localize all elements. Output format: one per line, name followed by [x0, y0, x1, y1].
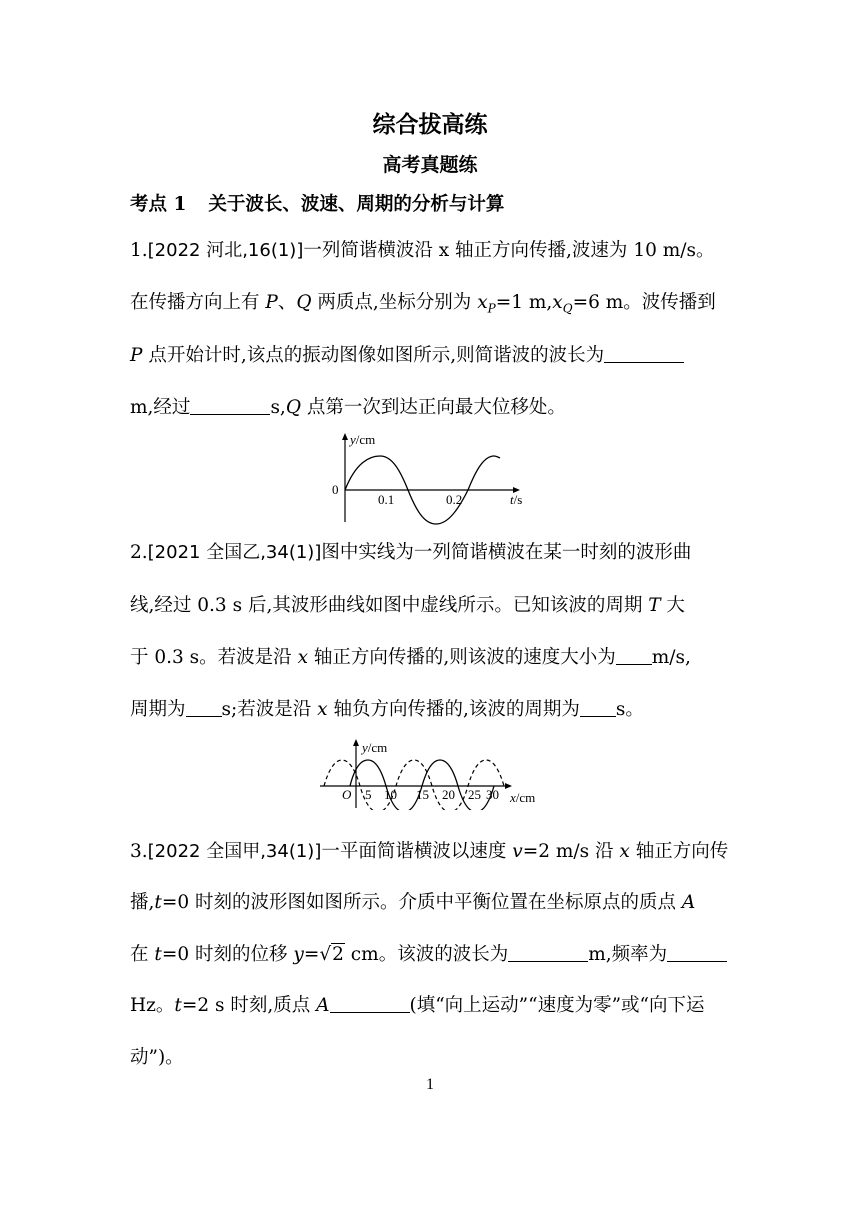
solid-wave — [350, 760, 494, 810]
q3-text: =2 m/s 沿 — [522, 841, 620, 862]
q3-text: =0 时刻的波形图如图所示。介质中平衡位置在坐标原点的质点 — [161, 892, 682, 913]
q1-text: 在传播方向上有 — [130, 292, 266, 313]
q2-line-4 — [130, 695, 644, 721]
q1-text: s, — [270, 397, 286, 418]
answer-blank[interactable] — [190, 396, 270, 415]
q1-line-4 — [130, 393, 566, 419]
q3-text: = — [303, 944, 320, 965]
page-title: 综合拔高练 — [372, 111, 488, 138]
x-axis-label: x/cm — [510, 790, 536, 805]
q2-text: m/s, — [651, 647, 691, 668]
q1-var-x: x — [552, 292, 563, 313]
sqrt-value: 2 — [332, 944, 344, 965]
q3-var-v: v — [512, 841, 523, 862]
q1-text: 、 — [277, 292, 297, 313]
q3-text: 在 — [130, 944, 155, 965]
q1-line-3 — [130, 341, 684, 367]
tick-label: 25 — [468, 787, 481, 802]
q3-source: [2022 全国甲,34(1)] — [147, 841, 322, 862]
answer-blank[interactable] — [616, 646, 652, 665]
q2-text: 周期为 — [130, 699, 186, 720]
section-label: 考点 1 — [130, 194, 187, 215]
q1-var-p: P — [265, 292, 278, 313]
q1-sub-q: Q — [562, 301, 573, 316]
q1-text: 点开始计时,该点的振动图像如图所示,则简谐波的波长为 — [142, 345, 605, 366]
section-heading — [130, 190, 504, 216]
x-axis-label: t/s — [510, 492, 523, 507]
tick-label: 30 — [486, 787, 499, 802]
answer-blank[interactable] — [604, 344, 684, 363]
q3-line-3 — [130, 940, 727, 966]
q2-text: s。 — [615, 699, 644, 720]
q3-text: (填“向上运动”“速度为零”或“向下运 — [409, 995, 705, 1016]
tick-label: 0.1 — [378, 492, 395, 507]
q2-line-2 — [130, 591, 685, 617]
q3-text: Hz。 — [130, 995, 175, 1016]
q1-text-1: 一列简谐横波沿 x 轴正方向传播,波速为 10 m/s。 — [303, 240, 715, 261]
q3-text: =0 时刻的位移 — [161, 944, 294, 965]
q3-text: 播, — [130, 892, 155, 913]
tick-label: 10 — [384, 787, 397, 802]
q3-var-y: y — [293, 944, 304, 965]
answer-blank[interactable] — [186, 698, 222, 717]
answer-blank[interactable] — [508, 943, 588, 962]
q3-var-a: A — [681, 892, 696, 913]
q1-var-x: x — [477, 292, 488, 313]
dashed-wave — [324, 760, 504, 810]
q1-number: 1. — [130, 240, 148, 261]
q2-source: [2021 全国乙,34(1)] — [147, 542, 322, 563]
q3-var-a: A — [316, 995, 330, 1016]
q3-text: 动”)。 — [130, 1047, 184, 1068]
y-axis-label: y/cm — [362, 740, 388, 755]
q2-text: 线,经过 0.3 s 后,其波形曲线如图中虚线所示。已知该波的周期 — [130, 595, 649, 616]
q3-text: 一平面简谐横波以速度 — [321, 841, 513, 862]
q2-line-3 — [130, 643, 691, 669]
page-subtitle: 高考真题练 — [382, 154, 478, 176]
q2-text: s;若波是沿 — [221, 699, 318, 720]
q1-var-q: Q — [296, 292, 312, 313]
q3-var-t: t — [154, 892, 162, 913]
tick-label: 20 — [442, 787, 455, 802]
q2-var-t: T — [648, 595, 661, 616]
y-axis-arrow — [353, 739, 359, 746]
origin-label: 0 — [332, 482, 339, 497]
q2-text: 轴负方向传播的,该波的周期为 — [327, 699, 580, 720]
q1-text: 点第一次到达正向最大位移处。 — [300, 397, 566, 418]
page-number: 1 — [426, 1076, 434, 1093]
answer-blank[interactable] — [580, 698, 616, 717]
q1-var-q: Q — [285, 397, 301, 418]
q3-line-4 — [130, 991, 705, 1017]
q3-line-2 — [130, 888, 695, 914]
tick-label: 5 — [365, 787, 372, 802]
q3-number: 3. — [130, 841, 148, 862]
q1-text: m,经过 — [130, 397, 191, 418]
q2-text: 图中实线为一列简谐横波在某一时刻的波形曲 — [321, 542, 692, 563]
wave-graph — [316, 738, 550, 810]
q2-text: 大 — [660, 595, 685, 616]
q3-text: cm。该波的波长为 — [344, 944, 509, 965]
sqrt-symbol: √2 — [319, 944, 344, 965]
q3-var-x: x — [619, 841, 630, 862]
q1-text: 两质点,坐标分别为 — [311, 292, 478, 313]
q2-number: 2. — [130, 542, 148, 563]
y-axis-label: y/cm — [350, 432, 376, 447]
q3-var-t: t — [154, 944, 162, 965]
q1-sub-p: P — [487, 301, 496, 316]
q1-text: =6 m。波传播到 — [572, 292, 716, 313]
q1-source: [2022 河北,16(1)] — [147, 240, 304, 261]
q3-text: 轴正方向传 — [629, 841, 729, 862]
q3-var-t: t — [174, 995, 182, 1016]
vibration-graph — [328, 430, 538, 526]
q3-line-1 — [130, 837, 728, 863]
tick-label: 0.2 — [446, 492, 463, 507]
section-text: 关于波长、波速、周期的分析与计算 — [208, 194, 505, 215]
answer-blank[interactable] — [667, 943, 727, 962]
q3-line-5 — [130, 1043, 184, 1069]
q2-line-1 — [130, 538, 691, 564]
q2-text: 于 0.3 s。若波是沿 — [130, 647, 298, 668]
tick-label: 15 — [416, 787, 429, 802]
q1-text: =1 m, — [495, 292, 553, 313]
answer-blank[interactable] — [330, 994, 410, 1013]
y-axis-arrow — [342, 433, 348, 440]
q2-text: 轴正方向传播的,则该波的速度大小为 — [308, 647, 616, 668]
x-axis-arrow — [505, 783, 512, 789]
q2-var-x: x — [317, 699, 328, 720]
q1-line-2 — [130, 288, 716, 316]
q3-text: m,频率为 — [588, 944, 668, 965]
q2-var-x: x — [297, 647, 308, 668]
origin-label: O — [342, 787, 352, 802]
q1-line-1 — [130, 236, 715, 262]
q3-text: =2 s 时刻,质点 — [181, 995, 317, 1016]
q1-var-p: P — [130, 345, 143, 366]
